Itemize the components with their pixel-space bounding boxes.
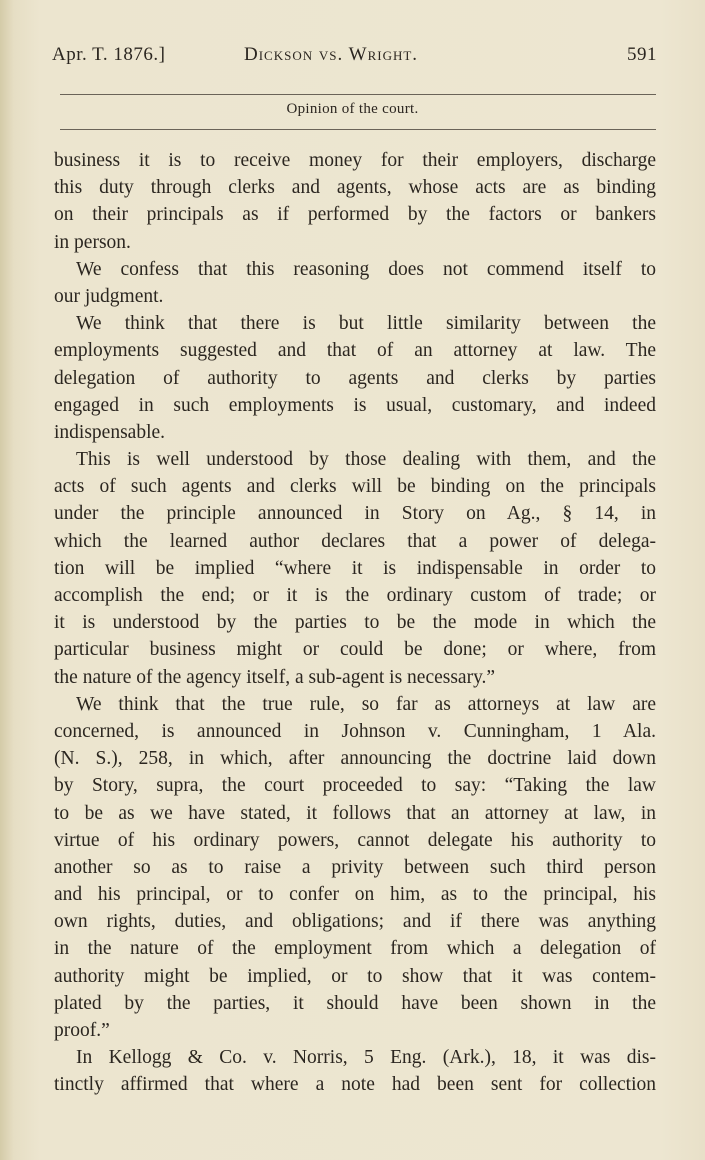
text-line: our judgment.	[54, 285, 164, 307]
text-line: particular business might or could be done; or where, from	[54, 639, 656, 661]
section-subheading: Opinion of the court.	[286, 101, 419, 117]
text-line: proof.”	[54, 1020, 110, 1041]
text-line: the nature of the agency itself, a sub-agent is necessary.”	[54, 666, 496, 688]
text-line: engaged in such employments is usual, customary, and indeed	[54, 394, 656, 416]
text-line: in the nature of the employment from which a delegation of	[54, 938, 656, 960]
text-line: and his principal, or to confer on him, as to the principal, his	[54, 884, 656, 906]
running-header	[52, 44, 657, 74]
case-title: Dickson vs. Wright.	[244, 44, 419, 65]
text-line: this duty through clerks and agents, whose acts are as binding	[54, 177, 656, 199]
text-line: We think that the true rule, so far as attorneys at law are	[76, 693, 656, 715]
text-line: to be as we have stated, it follows that an attorney at law, in	[54, 802, 656, 824]
text-line: in person.	[54, 231, 131, 253]
header-rule	[60, 94, 656, 95]
text-line: tinctly affirmed that where a note had been sent for collection	[54, 1074, 656, 1096]
text-line: concerned, is announced in Johnson v. Cunningham, 1 Ala.	[54, 720, 656, 742]
text-line: another so as to raise a privity between such third person	[54, 856, 656, 878]
page-number: 591	[627, 44, 657, 65]
text-line: We confess that this reasoning does not commend itself to	[76, 258, 656, 280]
opinion-body-text	[54, 147, 656, 1099]
text-line: tion will be implied “where it is indispensable in order to	[54, 557, 656, 579]
text-line: by Story, supra, the court proceeded to say: “Taking the law	[54, 775, 656, 797]
text-line: (N. S.), 258, in which, after announcing the doctrine laid down	[54, 748, 656, 770]
text-line: it is understood by the parties to be the mode in which the	[54, 612, 656, 634]
text-line: We think that there is but little similarity between the	[76, 313, 656, 335]
text-line: which the learned author declares that a power of delega-	[54, 530, 656, 552]
text-line: own rights, duties, and obligations; and if there was anything	[54, 911, 656, 933]
term-label: Apr. T. 1876.]	[52, 44, 166, 65]
text-line: authority might be implied, or to show that it was contem-	[54, 965, 656, 987]
subheading-rule	[60, 129, 656, 130]
text-line: on their principals as if performed by the factors or bankers	[54, 204, 656, 226]
text-line: virtue of his ordinary powers, cannot delegate his authority to	[54, 829, 656, 851]
text-line: business it is to receive money for their employers, discharge	[54, 150, 656, 171]
text-line: This is well understood by those dealing with them, and the	[76, 449, 656, 471]
text-line: employments suggested and that of an attorney at law. The	[54, 340, 656, 362]
text-line: acts of such agents and clerks will be binding on the principals	[54, 476, 656, 498]
text-line: indispensable.	[54, 421, 166, 443]
text-line: plated by the parties, it should have been shown in the	[54, 992, 656, 1014]
text-line: under the principle announced in Story on Ag., § 14, in	[54, 503, 656, 525]
text-line: In Kellogg & Co. v. Norris, 5 Eng. (Ark.), 18, it was dis-	[76, 1047, 656, 1069]
text-line: delegation of authority to agents and clerks by parties	[54, 367, 656, 389]
text-line: accomplish the end; or it is the ordinary custom of trade; or	[54, 585, 656, 606]
